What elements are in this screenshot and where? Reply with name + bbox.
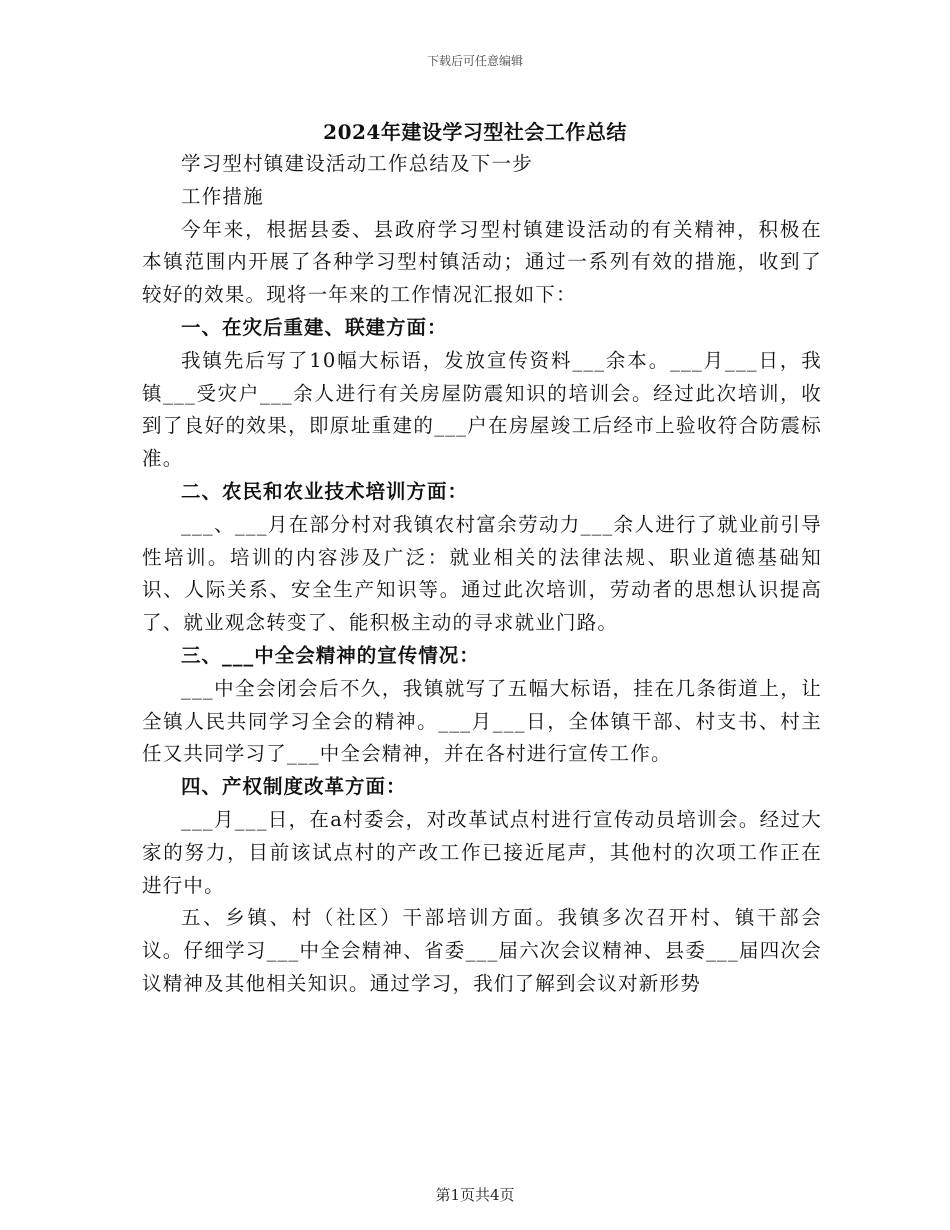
document-body <box>142 148 822 1001</box>
section-heading: 三、___中全会精神的宣传情况： <box>181 643 480 667</box>
document-title: 2024年建设学习型社会工作总结 <box>323 120 627 144</box>
paragraph: 五、乡镇、村（社区）干部培训方面。我镇多次召开村、镇干部会议。仔细学习___中全会精神、省委___届六次会议精神、县委___届四次会议精神及其他相关知识。通过学习，我们了解到会议对新形势 <box>142 906 822 995</box>
paragraph: ___中全会闭会后不久，我镇就写了五幅大标语，挂在几条街道上，让全镇人民共同学习全会的精神。___月___日，全体镇干部、村支书、村主任又共同学习了___中全会精神，并在各村进行宣传工作。 <box>142 676 822 766</box>
section-heading: 四、产权制度改革方面： <box>181 775 407 799</box>
paragraph: ___、___月在部分村对我镇农村富余劳动力___余人进行了就业前引导性培训。培训的内容涉及广泛：就业相关的法律法规、职业道德基础知识、人际关系、安全生产知识等。通过此次培训，劳动者的思想认识提高了、就业观念转变了、能积极主动的寻求就业门路。 <box>142 512 822 635</box>
paragraph: 工作措施 <box>181 184 264 208</box>
section-heading: 二、农民和农业技术培训方面： <box>181 479 469 503</box>
page-footer: 第1页共4页 <box>435 1186 515 1204</box>
paragraph: 学习型村镇建设活动工作总结及下一步 <box>181 152 533 175</box>
section-heading: 一、在灾后重建、联建方面： <box>181 315 448 339</box>
header-note: 下载后可任意编辑 <box>426 54 523 68</box>
paragraph: 我镇先后写了10幅大标语，发放宣传资料___余本。___月___日，我镇___受灾户___余人进行有关房屋防震知识的培训会。经过此次培训，收到了良好的效果，即原址重建的___户在房屋竣工后经市上验收符合防震标准。 <box>142 348 822 471</box>
paragraph: 今年来，根据县委、县政府学习型村镇建设活动的有关精神，积极在本镇范围内开展了各种学习型村镇活动；通过一系列有效的措施，收到了较好的效果。现将一年来的工作情况汇报如下： <box>142 217 822 307</box>
paragraph: ___月___日，在a村委会，对改革试点村进行宣传动员培训会。经过大家的努力，目前该试点村的产改工作已接近尾声，其他村的次项工作正在进行中。 <box>142 807 822 897</box>
